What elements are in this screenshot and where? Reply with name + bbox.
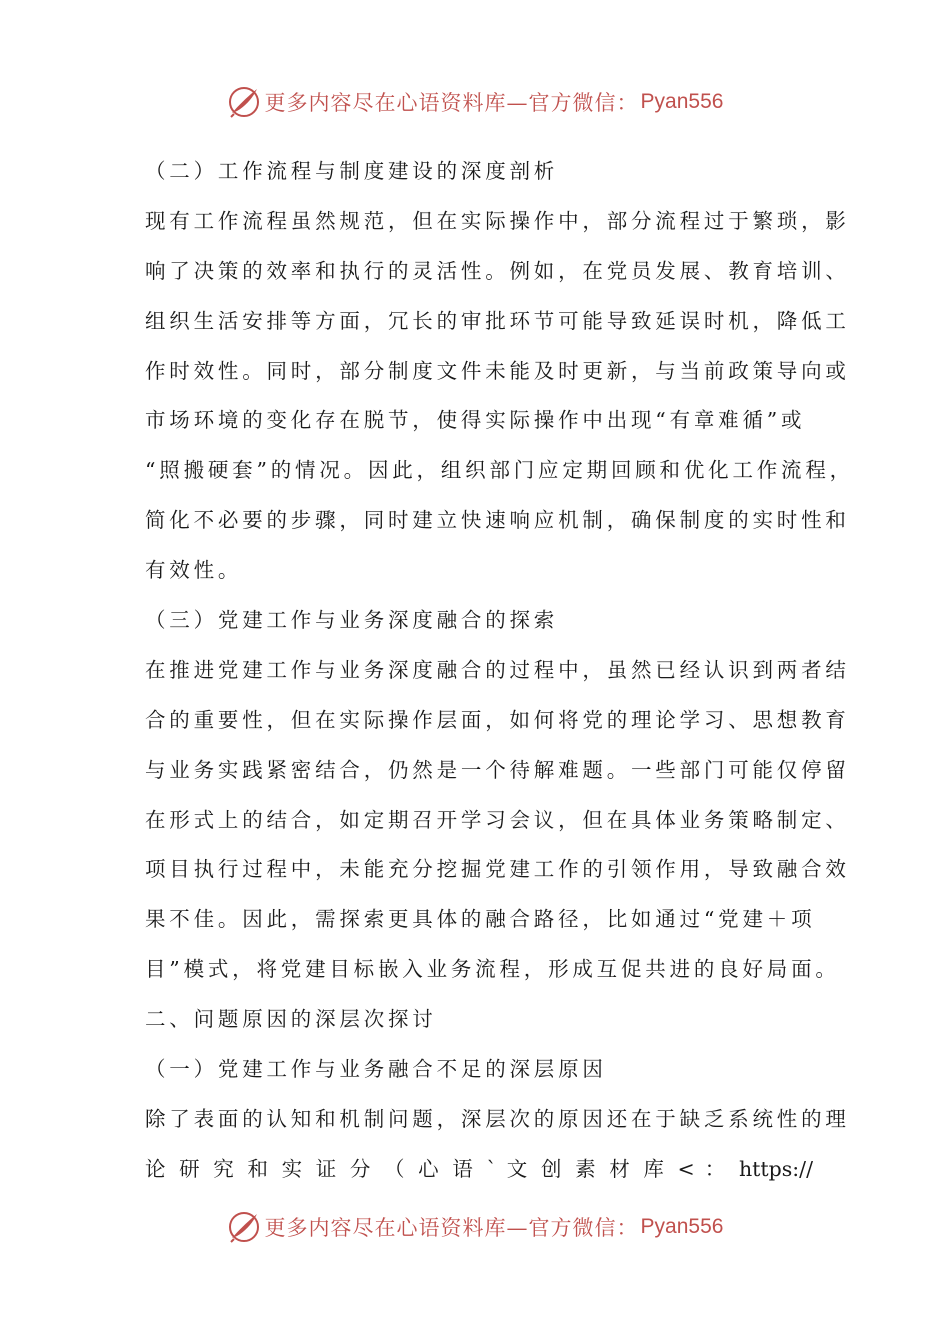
footer-banner	[0, 1207, 950, 1247]
section-heading: （二）工作流程与制度建设的深度剖析	[145, 159, 559, 183]
text-line: 组织生活安排等方面，冗长的审批环节可能导致延误时机，降低工	[145, 308, 850, 333]
text-line: 除了表面的认知和机制问题，深层次的原因还在于缺乏系统性的理	[145, 1106, 850, 1131]
text-line: 论 研 究 和 实 证 分 （ 心 语 ` 文 创 素 材 库 < ： https://	[145, 1156, 813, 1181]
text-line: 果不佳。因此，需探索更具体的融合路径，比如通过“党建＋项	[145, 907, 816, 932]
banner-wechat-id: Pyan556	[640, 1215, 724, 1238]
text-line: 市场环境的变化存在脱节，使得实际操作中出现“有章难循”或	[145, 408, 806, 433]
text-line: 响了决策的效率和执行的灵活性。例如，在党员发展、教育培训、	[145, 258, 850, 283]
banner-text: 更多内容尽在心语资料库—官方微信：	[264, 91, 639, 115]
text-line: 在形式上的结合，如定期召开学习会议，但在具体业务策略制定、	[145, 807, 850, 832]
header-banner	[0, 82, 950, 122]
text-line: 合的重要性，但在实际操作层面，如何将党的理论学习、思想教育	[145, 707, 850, 732]
text-line: 项目执行过程中，未能充分挖掘党建工作的引领作用，导致融合效	[145, 857, 850, 882]
text-line: 作时效性。同时，部分制度文件未能及时更新，与当前政策导向或	[145, 358, 850, 383]
document-body	[145, 147, 854, 1195]
quill-logo-icon	[227, 1210, 261, 1244]
text-line: “照搬硬套”的情况。因此，组织部门应定期回顾和优化工作流程，	[145, 458, 854, 483]
quill-logo-icon	[227, 85, 261, 119]
section-heading: （一）党建工作与业务融合不足的深层原因	[145, 1057, 607, 1082]
text-line: 与业务实践紧密结合，仍然是一个待解难题。一些部门可能仅停留	[145, 757, 850, 782]
section-heading: 二、问题原因的深层次探讨	[145, 1007, 437, 1032]
section-heading: （三）党建工作与业务深度融合的探索	[145, 608, 559, 633]
text-line: 有效性。	[145, 558, 243, 583]
text-line: 简化不必要的步骤，同时建立快速响应机制，确保制度的实时性和	[145, 508, 850, 533]
text-line: 目”模式，将党建目标嵌入业务流程，形成互促共进的良好局面。	[145, 957, 840, 982]
banner-wechat-id: Pyan556	[640, 90, 724, 113]
text-line: 现有工作流程虽然规范，但在实际操作中，部分流程过于繁琐，影	[145, 208, 850, 233]
banner-text: 更多内容尽在心语资料库—官方微信：	[264, 1216, 639, 1240]
text-line: 在推进党建工作与业务深度融合的过程中，虽然已经认识到两者结	[145, 657, 850, 682]
